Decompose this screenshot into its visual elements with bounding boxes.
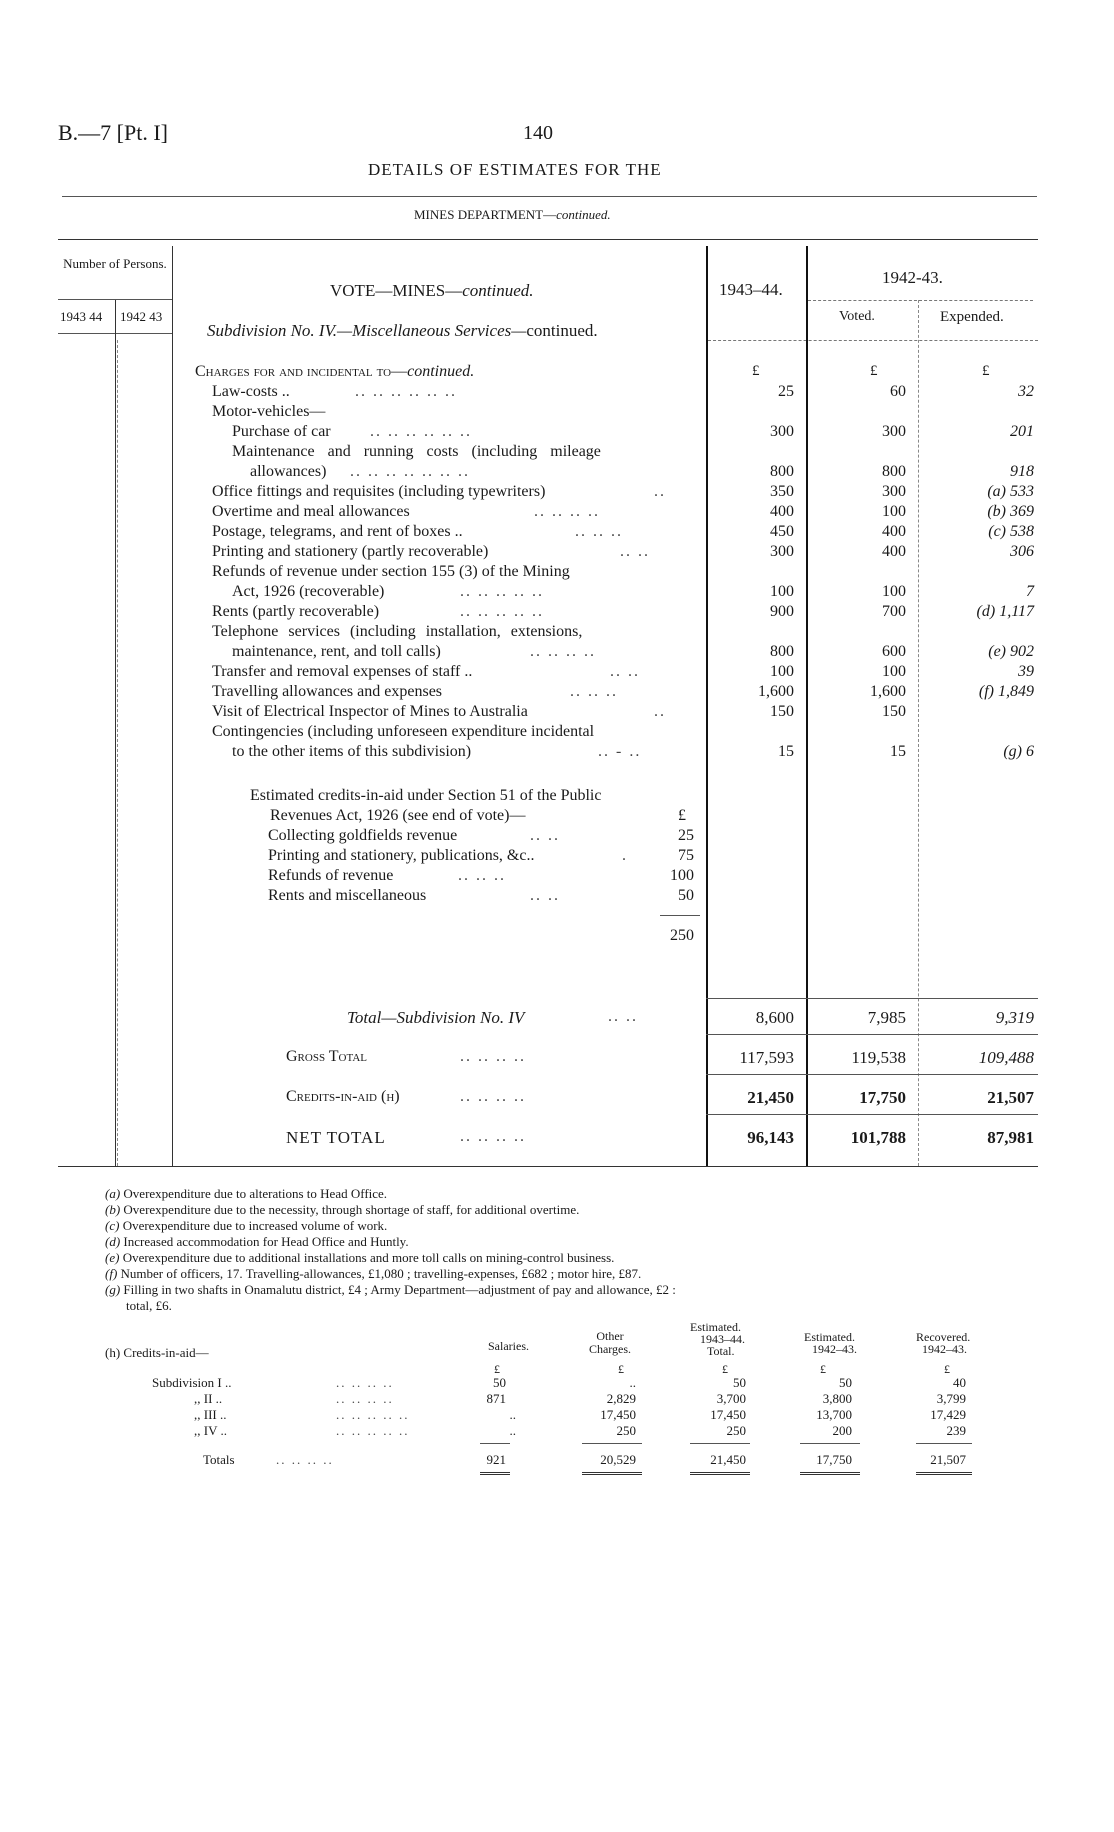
item-expended: 918 — [1010, 463, 1034, 480]
divider — [62, 196, 1037, 197]
ct-recovered: 3,799 — [936, 1391, 966, 1406]
table-top-rule — [58, 239, 1038, 240]
persons-left-rule — [117, 340, 118, 1166]
footnote-mark: (c) — [105, 1218, 120, 1233]
item-dots: .. — [654, 483, 666, 500]
item-voted: 700 — [882, 603, 906, 620]
footnote — [105, 1186, 387, 1202]
ct-est: 3,800 — [822, 1391, 852, 1406]
credit-item-dots: .. .. — [530, 887, 560, 904]
item-voted: 150 — [882, 703, 906, 720]
persons-col-rule-2 — [172, 246, 173, 1166]
item-expended: (b) 369 — [987, 503, 1034, 520]
item-dots: .. .. .. .. .. .. — [355, 383, 457, 400]
item-label: Motor-vehicles— — [212, 403, 326, 420]
credits-total: 250 — [670, 927, 694, 944]
item-label: allowances) — [250, 463, 327, 480]
item-est: 25 — [778, 383, 794, 400]
vote-label: VOTE—MINES— — [330, 281, 463, 300]
item-expended: 32 — [1018, 383, 1034, 400]
footnote — [105, 1266, 641, 1282]
table-bottom-rule — [58, 1166, 1038, 1167]
header-other: Other Charges. — [588, 1329, 632, 1356]
department-suffix: continued. — [556, 207, 611, 222]
est-col-rule-left — [706, 246, 708, 1166]
total-est: 8,600 — [755, 1008, 794, 1027]
item-label: Postage, telegrams, and rent of boxes .. — [212, 523, 463, 540]
ct-recovered: 17,429 — [930, 1407, 966, 1422]
credit-item-label: Collecting goldfields revenue — [268, 827, 458, 844]
footnote-mark: (e) — [105, 1250, 120, 1265]
item-expended: (a) 533 — [987, 483, 1034, 500]
footnote-mark: (f) — [105, 1266, 118, 1281]
ct-currency: £ — [494, 1362, 500, 1376]
ct-salaries: 871 — [486, 1391, 506, 1406]
voted-header: Voted. — [839, 309, 875, 324]
ct-sum-rule — [690, 1443, 750, 1444]
credits-currency: £ — [678, 807, 686, 824]
item-expended: (e) 902 — [988, 643, 1034, 660]
total-dots: .. .. — [608, 1008, 638, 1025]
item-est: 800 — [770, 643, 794, 660]
credit-item-dots: .. .. — [530, 827, 560, 844]
header-est-total-2: 1943–44. — [700, 1332, 745, 1346]
ct-totals-total: 21,450 — [710, 1452, 746, 1467]
footnote — [105, 1234, 409, 1250]
ct-row-label: Subdivision I .. — [152, 1375, 232, 1390]
header-bottom-rule — [708, 340, 1038, 341]
subdivision-heading — [207, 321, 598, 341]
est-1943-header: 1943–44. — [719, 280, 783, 299]
item-dots: .. .. .. .. .. — [460, 583, 544, 600]
year-a-header: 1943 44 — [60, 309, 103, 324]
ct-sum-rule — [582, 1443, 642, 1444]
ct-total: 17,450 — [710, 1407, 746, 1422]
header-est-total-3: Total. — [707, 1344, 735, 1358]
item-voted: 60 — [890, 383, 906, 400]
item-voted: 100 — [882, 583, 906, 600]
item-expended: 7 — [1026, 583, 1034, 600]
ct-est: 50 — [839, 1375, 852, 1390]
total-est: 96,143 — [747, 1128, 794, 1147]
header-est-1942-2: 1942–43. — [812, 1342, 857, 1356]
ct-totals-dots: .. .. .. .. — [276, 1452, 334, 1467]
ct-total: 250 — [726, 1423, 746, 1438]
total-voted: 17,750 — [859, 1088, 906, 1107]
ct-double-rule — [480, 1472, 510, 1475]
credit-item-dots: .. .. .. — [458, 867, 506, 884]
ct-recovered: 40 — [953, 1375, 966, 1390]
item-label: Rents (partly recoverable) — [212, 603, 380, 620]
est-currency: £ — [752, 363, 760, 379]
year-1942-rule — [808, 300, 1033, 301]
totals-top-rule — [706, 998, 1038, 999]
totals-rule — [706, 1034, 1038, 1035]
ct-totals-est: 17,750 — [816, 1452, 852, 1467]
header-est-total-1: Estimated. — [690, 1320, 741, 1334]
expended-currency: £ — [982, 363, 990, 379]
ct-currency: £ — [944, 1362, 950, 1376]
ct-double-rule — [690, 1472, 750, 1475]
subdivision-suffix: continued. — [526, 321, 598, 340]
totals-rule — [706, 1114, 1038, 1115]
item-est: 900 — [770, 603, 794, 620]
credit-item-amount: 75 — [678, 847, 694, 864]
vote-heading — [330, 281, 534, 301]
item-label: Refunds of revenue under section 155 (3) of the Mining — [212, 563, 570, 580]
header-recovered-2: 1942–43. — [922, 1342, 967, 1356]
item-expended: (d) 1,117 — [976, 603, 1034, 620]
section-heading-suffix: continued. — [407, 363, 475, 380]
ct-salaries: .. — [509, 1407, 516, 1422]
ct-double-rule — [582, 1472, 642, 1475]
total-voted: 7,985 — [867, 1008, 906, 1027]
ct-total: 50 — [733, 1375, 746, 1390]
page-number: 140 — [523, 122, 553, 144]
item-est: 350 — [770, 483, 794, 500]
ct-row-dots: .. .. .. .. — [336, 1375, 394, 1390]
item-expended: (g) 6 — [1003, 743, 1034, 760]
department-heading — [414, 207, 611, 223]
item-est: 300 — [770, 423, 794, 440]
year-1942-header: 1942-43. — [882, 268, 943, 287]
item-est: 450 — [770, 523, 794, 540]
voted-currency: £ — [870, 363, 878, 379]
item-est: 1,600 — [758, 683, 794, 700]
total-expended: 87,981 — [987, 1128, 1034, 1147]
item-dots: .. .. .. — [570, 683, 618, 700]
total-dots: .. .. .. .. — [460, 1048, 526, 1065]
item-label: maintenance, rent, and toll calls) — [232, 643, 441, 660]
ct-other: 250 — [616, 1423, 636, 1438]
ct-currency: £ — [820, 1362, 826, 1376]
footnote-text: Overexpenditure due to the necessity, through shortage of staff, for additional overtime. — [123, 1202, 580, 1217]
total-voted: 119,538 — [851, 1048, 906, 1067]
ct-row-label: ,, III .. — [194, 1407, 227, 1422]
ct-other: 17,450 — [600, 1407, 636, 1422]
header-recovered-1: Recovered. — [916, 1330, 971, 1344]
ct-totals-recovered: 21,507 — [930, 1452, 966, 1467]
item-label: Purchase of car — [232, 423, 331, 440]
ct-sum-rule — [800, 1443, 860, 1444]
footnote — [105, 1202, 579, 1218]
ct-row-dots: .. .. .. .. .. — [336, 1407, 410, 1422]
ct-salaries: 50 — [493, 1375, 506, 1390]
total-subdivision-label: Total—Subdivision No. IV — [347, 1008, 525, 1027]
item-est: 100 — [770, 663, 794, 680]
credits-table-label: (h) Credits-in-aid— — [105, 1345, 209, 1360]
credit-item-amount: 100 — [670, 867, 694, 884]
item-voted: 400 — [882, 543, 906, 560]
voted-col-rule — [918, 300, 919, 1166]
item-dots: .. - .. — [598, 743, 642, 760]
credit-item-label: Rents and miscellaneous — [268, 887, 427, 904]
vote-suffix: continued. — [462, 281, 534, 300]
credit-item-label: Printing and stationery, publications, &c.. — [268, 847, 535, 864]
credits-in-aid-label: Credits-in-aid (h) — [286, 1088, 400, 1105]
item-voted: 300 — [882, 483, 906, 500]
item-est: 150 — [770, 703, 794, 720]
item-dots: .. — [654, 703, 666, 720]
item-voted: 600 — [882, 643, 906, 660]
ct-other: 2,829 — [606, 1391, 636, 1406]
ct-currency: £ — [618, 1362, 624, 1376]
ct-est: 13,700 — [816, 1407, 852, 1422]
ct-totals-label: Totals — [203, 1452, 235, 1467]
item-label: Travelling allowances and expenses — [212, 683, 443, 700]
item-est: 15 — [778, 743, 794, 760]
item-dots: .. .. — [610, 663, 640, 680]
ct-row-label: ,, II .. — [194, 1391, 223, 1406]
footnote-mark: (a) — [105, 1186, 121, 1201]
ct-est: 200 — [832, 1423, 852, 1438]
ct-totals-other: 20,529 — [600, 1452, 636, 1467]
item-voted: 800 — [882, 463, 906, 480]
footnote-mark: (b) — [105, 1202, 121, 1217]
total-expended: 9,319 — [995, 1008, 1034, 1027]
net-total-label: NET TOTAL — [286, 1128, 386, 1147]
footnote-text: Overexpenditure due to alterations to Head Office. — [123, 1186, 388, 1201]
item-label: Act, 1926 (recoverable) — [232, 583, 385, 600]
footnote — [126, 1298, 172, 1314]
item-label: Telephone services (including installation, extensions, — [212, 623, 583, 640]
footnote-mark: (g) — [105, 1282, 121, 1297]
ct-salaries: .. — [509, 1423, 516, 1438]
ct-double-rule — [800, 1472, 860, 1475]
item-voted: 100 — [882, 663, 906, 680]
page-title: DETAILS OF ESTIMATES FOR THE — [368, 160, 662, 179]
item-dots: .. .. .. .. .. .. .. — [350, 463, 470, 480]
item-expended: (f) 1,849 — [978, 683, 1034, 700]
persons-col-rule-1 — [115, 300, 116, 1166]
footnote-text: Overexpenditure due to increased volume of work. — [122, 1218, 388, 1233]
ct-double-rule — [916, 1472, 972, 1475]
credits-sum-rule — [660, 915, 700, 916]
item-voted: 1,600 — [870, 683, 906, 700]
item-label: Printing and stationery (partly recoverable) — [212, 543, 489, 560]
item-voted: 15 — [890, 743, 906, 760]
credit-item-amount: 50 — [678, 887, 694, 904]
item-dots: .. .. .. .. .. .. — [370, 423, 472, 440]
header-est-1942-1: Estimated. — [804, 1330, 855, 1344]
department-name: MINES DEPARTMENT— — [414, 207, 557, 222]
item-dots: .. .. — [620, 543, 650, 560]
ct-sum-rule — [916, 1443, 972, 1444]
ct-recovered: 239 — [946, 1423, 966, 1438]
footnote-text: Number of officers, 17. Travelling-allowances, £1,080 ; travelling-expenses, £682 ; motor hire, £87. — [120, 1266, 642, 1281]
ct-totals-salaries: 921 — [486, 1452, 506, 1467]
item-expended: 306 — [1010, 543, 1034, 560]
item-label: Law-costs .. — [212, 383, 290, 400]
item-voted: 300 — [882, 423, 906, 440]
footnote-mark: (d) — [105, 1234, 121, 1249]
credit-item-amount: 25 — [678, 827, 694, 844]
ct-sum-rule — [480, 1443, 510, 1444]
credit-item-dots: . — [622, 847, 628, 864]
item-expended: 39 — [1018, 663, 1034, 680]
credits-intro-2: Revenues Act, 1926 (see end of vote)— — [270, 807, 526, 824]
item-voted: 100 — [882, 503, 906, 520]
total-dots: .. .. .. .. — [460, 1088, 526, 1105]
item-est: 400 — [770, 503, 794, 520]
gross-total-label: Gross Total — [286, 1048, 368, 1065]
item-est: 100 — [770, 583, 794, 600]
est-col-rule-right — [806, 246, 808, 1166]
item-label: Office fittings and requisites (including typewriters) — [212, 483, 546, 500]
ct-row-label: ,, IV .. — [194, 1423, 227, 1438]
item-est: 800 — [770, 463, 794, 480]
item-est: 300 — [770, 543, 794, 560]
ct-row-dots: .. .. .. .. — [336, 1391, 394, 1406]
item-dots: .. .. .. .. — [534, 503, 600, 520]
item-label: Maintenance and running costs (including mileage — [232, 443, 601, 460]
footnote-text: Filling in two shafts in Onamalutu district, £4 ; Army Department—adjustment of pay and allowance, £2 : — [123, 1282, 676, 1297]
item-dots: .. .. .. — [575, 523, 623, 540]
page-ref: B.—7 [Pt. I] — [58, 120, 168, 145]
item-voted: 400 — [882, 523, 906, 540]
total-dots: .. .. .. .. — [460, 1128, 526, 1145]
section-heading — [195, 363, 474, 381]
subdivision-label: Subdivision No. IV.—Miscellaneous Services— — [207, 321, 527, 340]
total-expended: 21,507 — [987, 1088, 1034, 1107]
footnote-text: Increased accommodation for Head Office and Huntly. — [123, 1234, 409, 1249]
item-dots: .. .. .. .. — [530, 643, 596, 660]
ct-other: .. — [629, 1375, 636, 1390]
item-expended: (c) 538 — [988, 523, 1034, 540]
footnote — [105, 1282, 676, 1298]
header-salaries: Salaries. — [488, 1339, 529, 1353]
total-voted: 101,788 — [850, 1128, 906, 1147]
ct-currency: £ — [722, 1362, 728, 1376]
item-label: Visit of Electrical Inspector of Mines to Australia — [212, 703, 528, 720]
number-of-persons-header: Number of Persons. — [63, 256, 167, 271]
item-label: Transfer and removal expenses of staff .. — [212, 663, 473, 680]
total-est: 117,593 — [739, 1048, 794, 1067]
credit-item-label: Refunds of revenue — [268, 867, 394, 884]
item-label: Overtime and meal allowances — [212, 503, 410, 520]
item-label: to the other items of this subdivision) — [232, 743, 472, 760]
total-expended: 109,488 — [978, 1048, 1034, 1067]
ct-total: 3,700 — [716, 1391, 746, 1406]
footnote-text: Overexpenditure due to additional installations and more toll calls on mining-control business. — [122, 1250, 615, 1265]
item-label: Contingencies (including unforeseen expenditure incidental — [212, 723, 595, 740]
footnote — [105, 1250, 614, 1266]
totals-rule — [706, 1074, 1038, 1075]
ct-row-dots: .. .. .. .. .. — [336, 1423, 410, 1438]
footnote-text: total, £6. — [126, 1298, 172, 1313]
total-est: 21,450 — [747, 1088, 794, 1107]
credits-intro-1: Estimated credits-in-aid under Section 51 of the Public — [250, 787, 602, 804]
footnote — [105, 1218, 387, 1234]
expended-header: Expended. — [940, 309, 1004, 325]
section-heading-label: Charges for and incidental to— — [195, 363, 408, 380]
item-expended: 201 — [1010, 423, 1034, 440]
item-dots: .. .. .. .. .. — [460, 603, 544, 620]
year-b-header: 1942 43 — [120, 309, 163, 324]
